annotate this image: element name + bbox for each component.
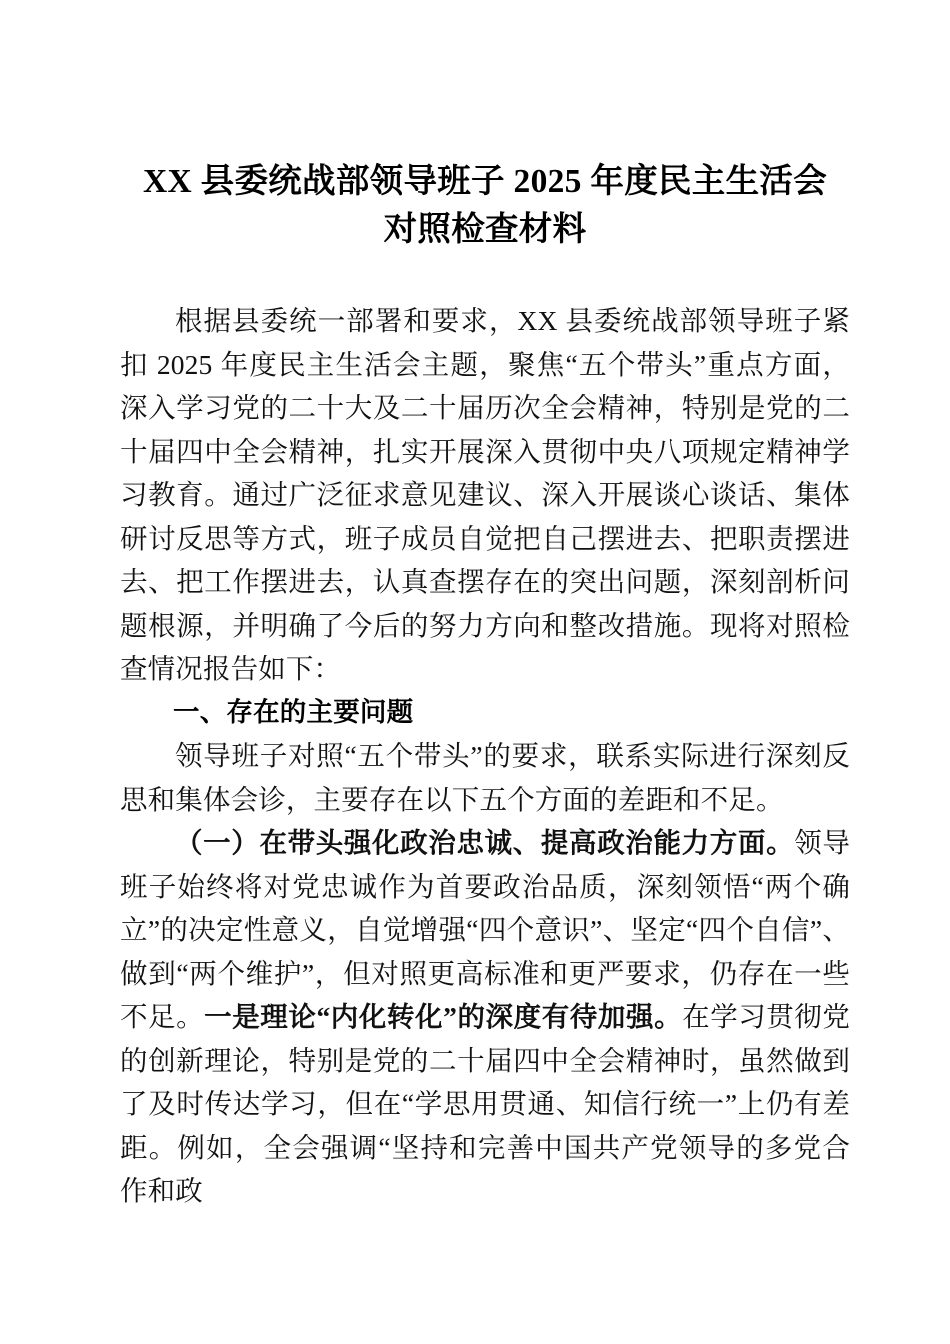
subsection-1-body-a: 领导班子始终将对党忠诚作为首要政治品质，深刻领悟“两个确立”的决定性意义，自觉增强“四个意识”、坚定“四个自信”、做到“两个维护”，但对照更高标准和更严要求，仍存在一些不足。 [120,827,850,1032]
page-title-line-2: 对照检查材料 [383,211,587,248]
preamble-paragraph: 根据县委统一部署和要求，XX 县委统战部领导班子紧扣 2025 年度民主生活会主题，聚焦“五个带头”重点方面，深入学习党的二十大及二十届历次全会精神，特别是党的二十届四中全会精神，扎实开展深入贯彻中央八项规定精神学习教育。通过广泛征求意见建议、深入开展谈心谈话、集体研讨反思等方式，班子成员自觉把自己摆进去、把职责摆进去、把工作摆进去，认真查摆存在的突出问题，深刻剖析问题根源，并明确了今后的努力方向和整改措施。现将对照检查情况报告如下： [120,305,850,684]
document-body [120,0,850,1213]
subsection-1-point-1-body: 在学习贯彻党的创新理论，特别是党的二十届四中全会精神时，虽然做到了及时传达学习，但在“学思用贯通、知信行统一”上仍有差距。例如，全会强调“坚持和完善中国共产党领导的多党合作和政 [120,1001,850,1206]
subsection-1-paragraph [120,821,850,1213]
subsection-1-lead-in: （一）在带头强化政治忠诚、提高政治能力方面。 [175,827,795,858]
section-1-intro-paragraph: 领导班子对照“五个带头”的要求，联系实际进行深刻反思和集体会诊，主要存在以下五个方面的差距和不足。 [120,740,850,815]
section-heading-1: 一、存在的主要问题 [173,696,414,727]
page-title [120,0,850,254]
page-title-line-1: XX 县委统战部领导班子 2025 年度民主生活会 [142,163,827,200]
subsection-1-point-1-lead-in: 一是理论“内化转化”的深度有待加强。 [204,1001,683,1032]
